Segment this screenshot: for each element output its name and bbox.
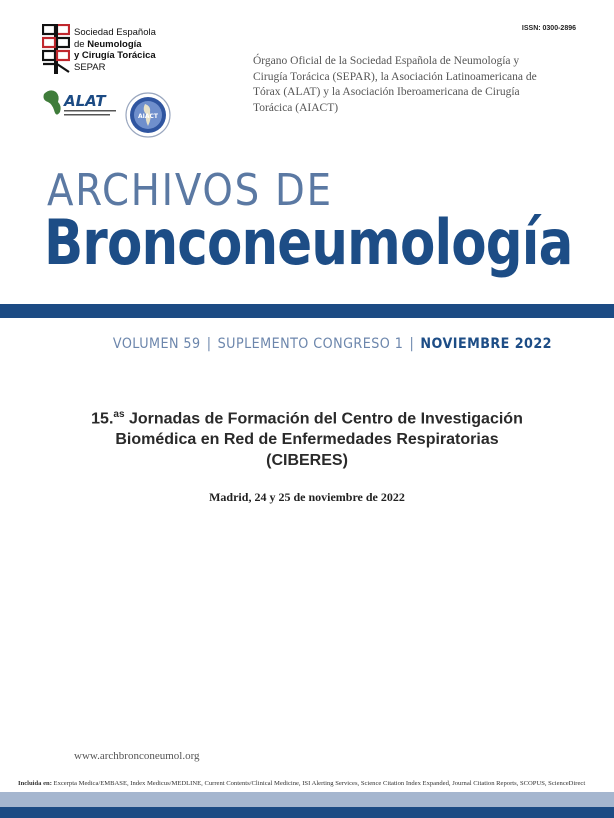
aiact-wordmark: AIACT	[137, 113, 159, 120]
issn: ISSN: 0300-2896	[521, 25, 576, 32]
volume-divider-2: |	[409, 336, 415, 352]
header-band	[0, 304, 614, 318]
aiact-logo	[125, 92, 171, 138]
indexing-label: Incluida en:	[18, 780, 52, 787]
event-line-3: (CIBERES)	[266, 452, 348, 470]
separ-line-4: SEPAR	[74, 61, 106, 73]
alat-wordmark: ALAT	[64, 92, 106, 110]
event-line-2: Biomédica en Red de Enfermedades Respiratorias	[115, 431, 499, 449]
separ-logo	[42, 24, 70, 74]
separ-name	[74, 27, 156, 73]
event-place-date: Madrid, 24 y 25 de noviembre de 2022	[209, 490, 405, 504]
indexing-line	[18, 780, 608, 787]
supplement-label: SUPLEMENTO CONGRESO 1	[217, 336, 404, 352]
footer-band-light	[0, 792, 614, 807]
journal-title-top: ARCHIVOS DE	[47, 165, 333, 216]
event-number: 15.	[91, 410, 114, 428]
separ-line-2b: Neumología	[87, 38, 142, 50]
website-url: www.archbronconeumol.org	[74, 750, 200, 762]
alat-logo	[42, 88, 122, 120]
footer-band-dark	[0, 807, 614, 818]
volume-divider-1: |	[206, 336, 212, 352]
separ-line-1: Sociedad Española	[74, 27, 156, 38]
issue-date: NOVIEMBRE 2022	[420, 336, 552, 352]
event-title	[0, 404, 614, 471]
journal-title-main: Bronconeumología	[44, 206, 573, 279]
organ-statement: Órgano Oficial de la Sociedad Española de Neumología y Cirugía Torácica (SEPAR), la Asociación Latinoamericana de Tórax (ALAT) y la Asociación Iberoamericana de Cirugía Torácica (AIACT)	[253, 55, 537, 114]
separ-line-3: y Cirugía Torácica	[74, 50, 156, 61]
event-line-1: Jornadas de Formación del Centro de Investigación	[124, 410, 523, 428]
event-ordinal-suffix: as	[113, 409, 125, 420]
separ-line-2a: de	[74, 38, 88, 50]
volume-line	[113, 336, 552, 352]
volume-number: VOLUMEN 59	[112, 336, 201, 352]
indexing-list: Excerpta Medica/EMBASE, Index Medicus/MEDLINE, Current Contents/Clinical Medicine, ISI Alerting Services, Science Citation Index Expanded, Journal Citation Reports, SCOPUS, ScienceDirect	[51, 780, 586, 787]
